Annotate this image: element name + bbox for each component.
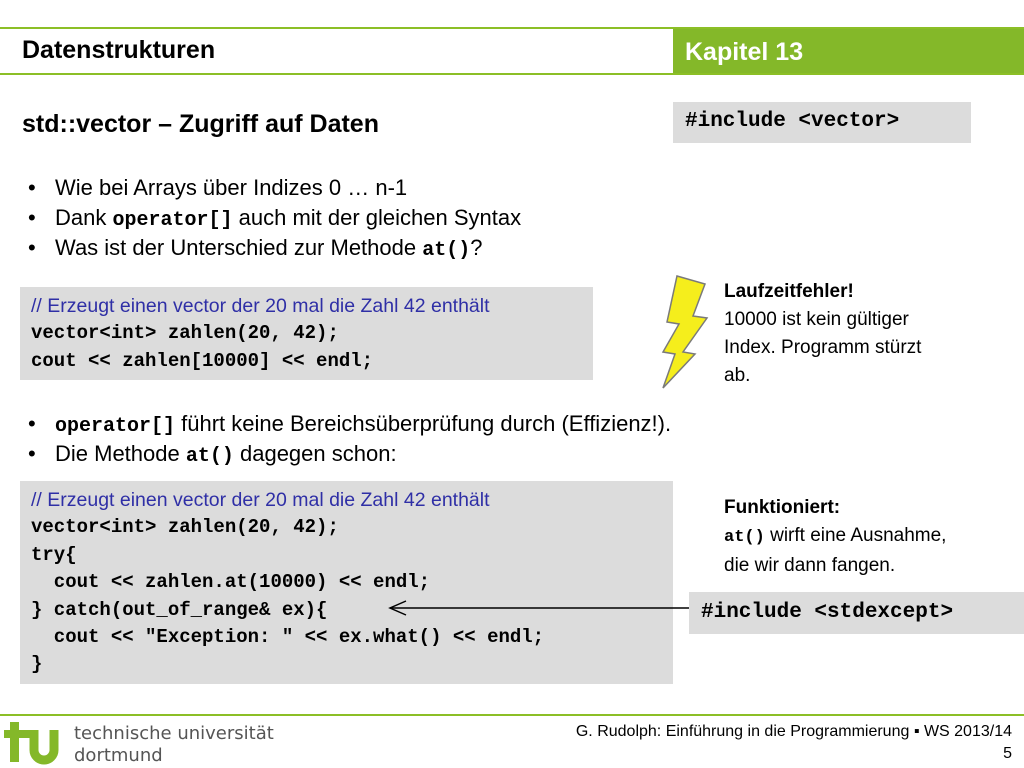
bullet-text: Die Methode [55, 441, 186, 466]
bullet-item [22, 439, 671, 469]
works-note [724, 494, 1019, 580]
university-name [74, 723, 274, 767]
inline-code: operator[] [112, 209, 233, 232]
bullet-item [22, 173, 521, 203]
lightning-bolt-icon [655, 274, 711, 390]
section-title: Datenstrukturen [22, 36, 216, 64]
inline-code: operator[] [55, 415, 176, 438]
note-title: Laufzeitfehler! [724, 281, 854, 302]
code-block-1 [20, 287, 593, 380]
include-vector-box: #include <vector> [673, 102, 971, 143]
code-line: vector<int> zahlen(20, 42); [31, 516, 339, 539]
code-comment: // Erzeugt einen vector der 20 mal die Zahl 42 enthält [31, 295, 490, 317]
inline-code: at() [185, 445, 234, 468]
code-line: vector<int> zahlen(20, 42); [31, 322, 339, 345]
footer-rule [0, 714, 1024, 716]
note-line: wirft eine Ausnahme, [764, 525, 947, 546]
bullet-item [22, 233, 521, 263]
bullet-text: Was ist der Unterschied zur Methode [55, 235, 423, 260]
bullet-text: Dank [55, 205, 113, 230]
chapter-label: Kapitel 13 [673, 29, 1024, 73]
inline-code: at() [422, 239, 471, 262]
code-line: try{ [31, 543, 77, 566]
code-line: } [31, 653, 43, 676]
code-line: cout << zahlen[10000] << endl; [31, 349, 374, 372]
bullet-text: ? [470, 235, 483, 260]
header-bottom-rule [0, 73, 1024, 75]
footer-credit [576, 721, 1012, 765]
slide-title: std::vector – Zugriff auf Daten [22, 110, 379, 138]
note-line: ab. [724, 365, 751, 386]
inline-code: at() [724, 528, 765, 547]
bullet-list-bottom [22, 409, 671, 469]
code-block-2 [20, 481, 673, 684]
include-stdexcept-box: #include <stdexcept> [689, 592, 1024, 634]
code-line: cout << zahlen.at(10000) << endl; [31, 571, 431, 594]
bullet-item [22, 203, 521, 233]
arrow-left-icon [384, 598, 690, 618]
code-line: cout << "Exception: " << ex.what() << endl; [31, 625, 545, 648]
note-title: Funktioniert: [724, 497, 841, 518]
note-line: 10000 ist kein gültiger [724, 309, 909, 330]
university-line: dortmund [74, 745, 163, 766]
runtime-error-note [724, 278, 1014, 390]
bullet-text: dagegen schon: [233, 441, 397, 466]
bullet-text: auch mit der gleichen Syntax [232, 205, 522, 230]
footer-credit-text: G. Rudolph: Einführung in die Programmierung ▪ WS 2013/14 [575, 723, 1012, 740]
code-comment: // Erzeugt einen vector der 20 mal die Zahl 42 enthält [31, 489, 490, 511]
bullet-text: führt keine Bereichsüberprüfung durch (Effizienz!). [175, 411, 672, 436]
page-number: 5 [1003, 745, 1012, 762]
code-line: } catch(out_of_range& ex){ [31, 598, 328, 621]
bullet-item [22, 409, 671, 439]
university-line: technische universität [74, 723, 274, 744]
note-line: die wir dann fangen. [724, 555, 896, 576]
note-line: Index. Programm stürzt [724, 337, 922, 358]
bullet-text: Wie bei Arrays über Indizes 0 … n-1 [55, 175, 408, 200]
tu-logo-icon [4, 718, 70, 766]
bullet-list-top [22, 173, 521, 263]
